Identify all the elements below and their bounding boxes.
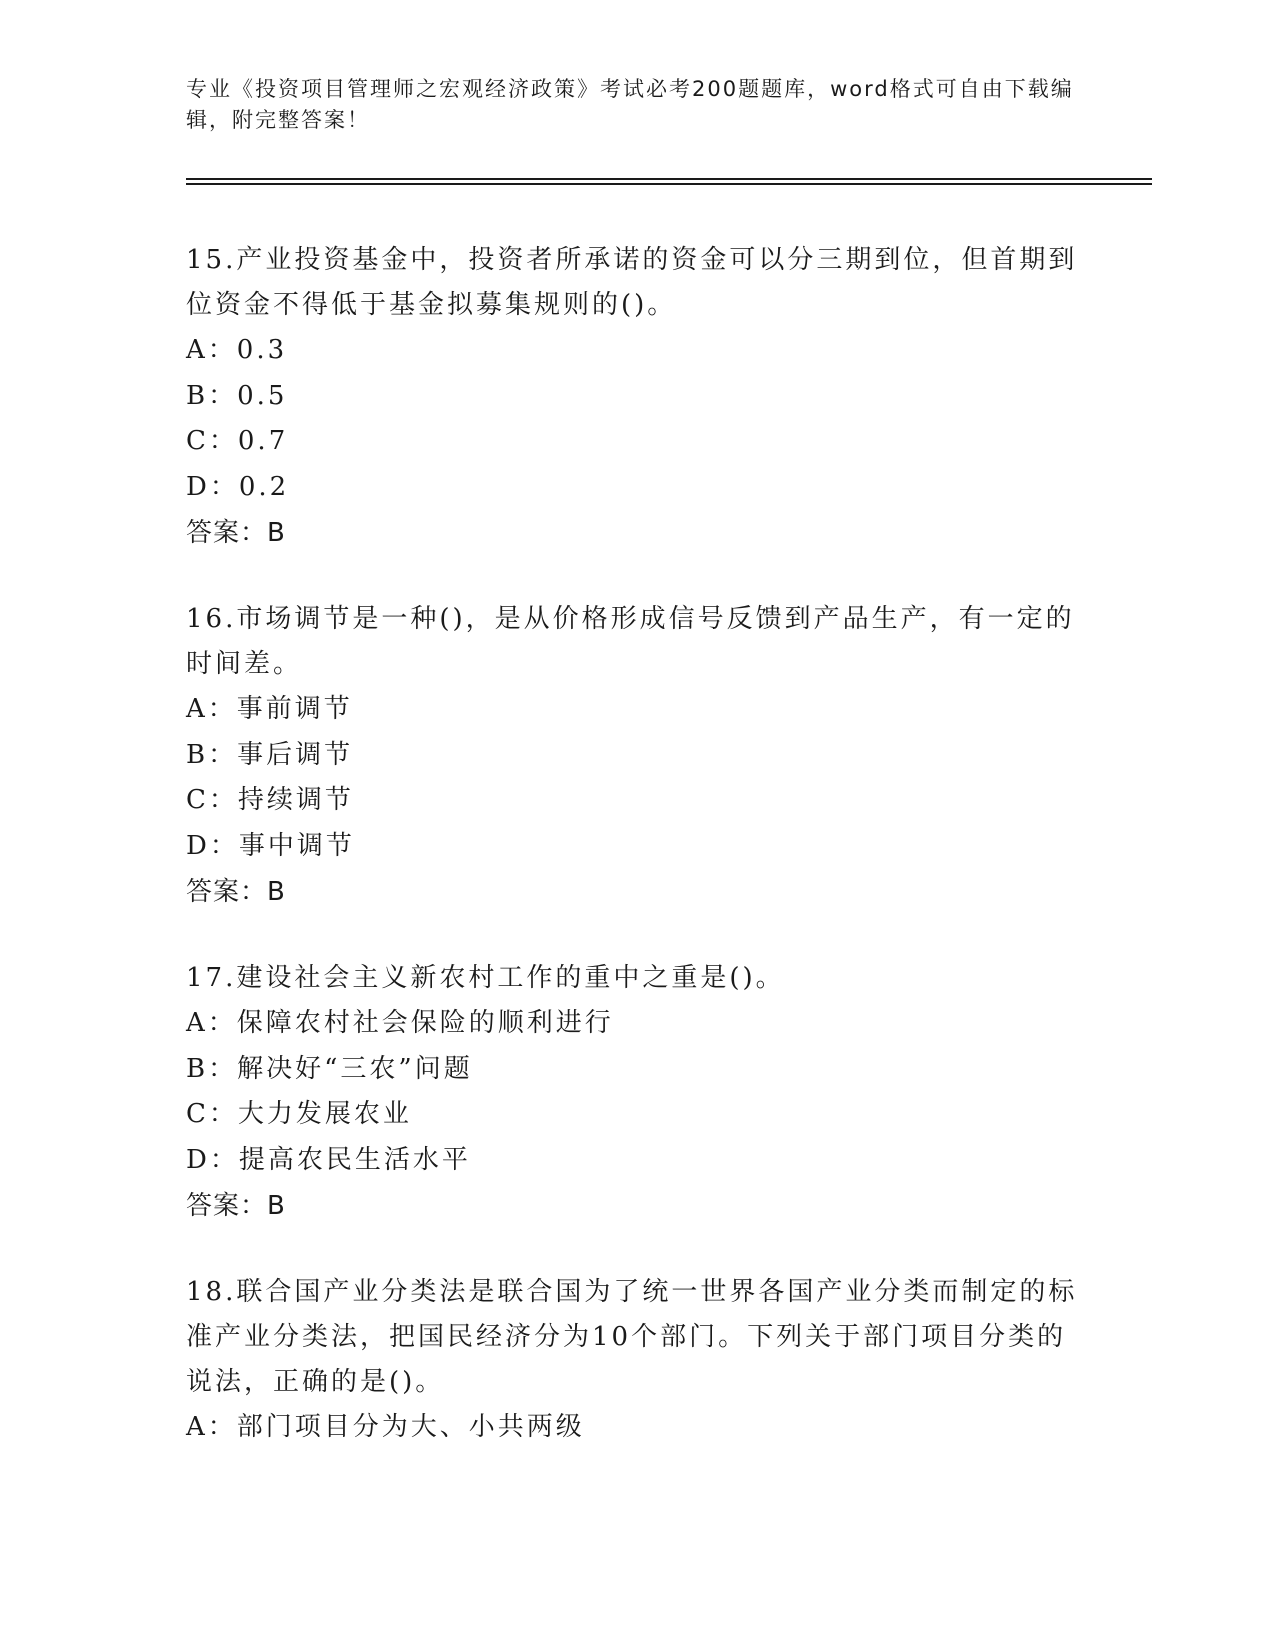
- question-stem: 15.产业投资基金中，投资者所承诺的资金可以分三期到位，但首期到位资金不得低于基金拟募集规则的()。: [186, 245, 1078, 320]
- option-a: A：部门项目分为大、小共两级: [186, 1412, 585, 1442]
- option-a: A：保障农村社会保险的顺利进行: [186, 1008, 614, 1038]
- document-header: 专业《投资项目管理师之宏观经济政策》考试必考200题题库，word格式可自由下载编辑，附完整答案！: [186, 77, 1074, 132]
- header-divider-bottom: [186, 183, 1152, 185]
- option-b: B：事后调节: [186, 739, 354, 770]
- answer: 答案：B: [186, 1191, 286, 1221]
- option-a: A：事前调节: [186, 694, 353, 724]
- option-b: B：解决好“三农”问题: [186, 1053, 473, 1084]
- option-c: C：0.7: [186, 426, 289, 456]
- question-15: [186, 238, 1086, 556]
- question-list: [186, 238, 1086, 1492]
- option-c: C：大力发展农业: [186, 1099, 412, 1129]
- answer: 答案：B: [186, 518, 286, 548]
- question-16: [186, 597, 1086, 915]
- question-stem: 16.市场调节是一种()，是从价格形成信号反馈到产品生产，有一定的时间差。: [186, 604, 1075, 679]
- question-stem: 17.建设社会主义新农村工作的重中之重是()。: [186, 963, 785, 993]
- option-d: D：提高农民生活水平: [186, 1144, 471, 1175]
- option-a: A：0.3: [186, 335, 288, 365]
- header-divider-top: [186, 178, 1152, 180]
- option-d: D：事中调节: [186, 830, 355, 861]
- question-stem: 18.联合国产业分类法是联合国为了统一世界各国产业分类而制定的标准产业分类法，把国民经济分为10个部门。下列关于部门项目分类的说法，正确的是()。: [186, 1277, 1078, 1397]
- option-b: B：0.5: [186, 380, 288, 411]
- question-18: [186, 1270, 1086, 1451]
- option-d: D：0.2: [186, 471, 290, 502]
- option-c: C：持续调节: [186, 785, 354, 815]
- answer: 答案：B: [186, 877, 286, 907]
- question-17: [186, 956, 1086, 1229]
